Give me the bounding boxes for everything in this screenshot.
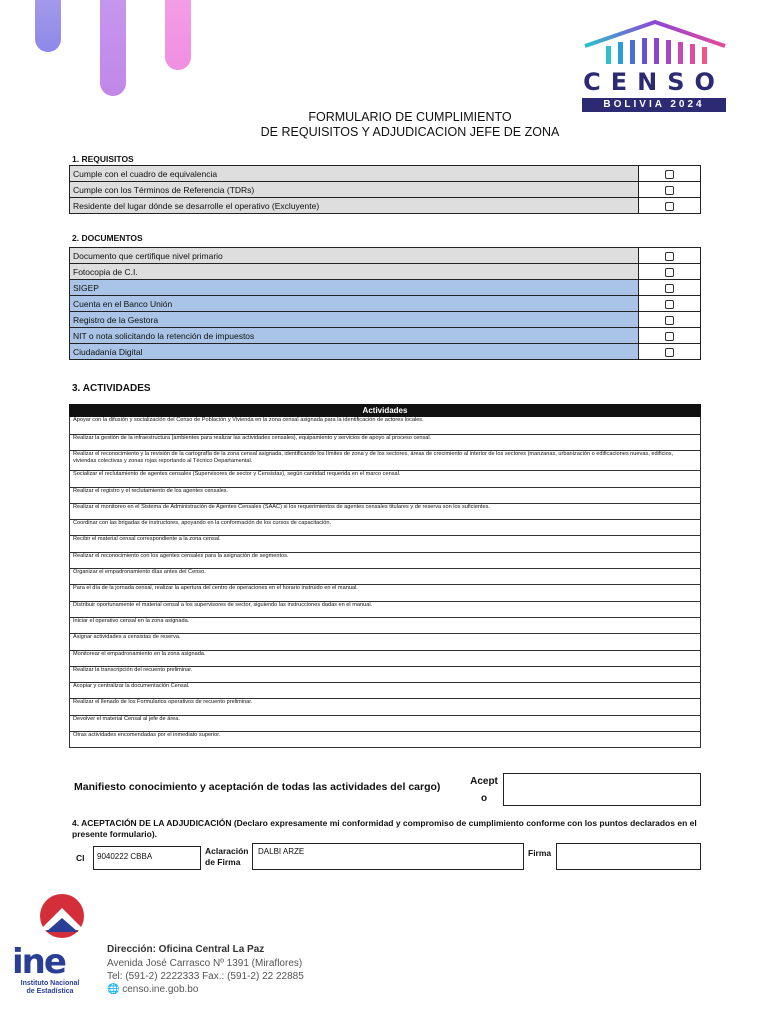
documentos-table — [69, 247, 701, 360]
manifiesto-text: Manifiesto conocimiento y aceptación de todas las actividades del cargo) — [74, 781, 441, 793]
checkbox[interactable] — [665, 332, 674, 341]
table-row — [70, 666, 701, 682]
firma-field[interactable] — [556, 843, 701, 870]
documento-label: NIT o nota solicitando la retención de impuestos — [70, 328, 639, 344]
actividad-item: Distribuir oportunamente el material censal a los supervisores de sector, siguiendo las instrucciones dadas en el manual. — [70, 601, 701, 617]
table-row — [70, 732, 701, 748]
actividad-item: Asignar actividades a censistas de reserva. — [70, 634, 701, 650]
table-row — [70, 715, 701, 731]
table-row — [70, 487, 701, 503]
table-row — [70, 280, 701, 296]
documento-checkbox-cell[interactable] — [639, 296, 701, 312]
table-row — [70, 552, 701, 568]
ci-value: 9040222 CBBA — [97, 852, 153, 861]
checkbox[interactable] — [665, 170, 674, 179]
decor-pill-2 — [100, 0, 126, 96]
acepto-label — [466, 773, 502, 807]
documento-label: SIGEP — [70, 280, 639, 296]
documento-checkbox-cell[interactable] — [639, 248, 701, 264]
footer-direccion: Dirección: Oficina Central La Paz — [107, 944, 265, 955]
actividad-item: Organizar el empadronamiento días antes del Censo. — [70, 569, 701, 585]
requisito-label: Cumple con los Términos de Referencia (TDRs) — [70, 182, 639, 198]
documento-label: Fotocopia de C.I. — [70, 264, 639, 280]
section-requisitos-heading: 1. REQUISITOS — [72, 154, 134, 164]
aclaracion-label-line2: de Firma — [205, 857, 241, 867]
actividad-item: Realizar la gestión de la infraestructura (ambientes para realizar las actividades censales), equipamiento y servicios de apoyo al proceso censal. — [70, 435, 701, 451]
checkbox[interactable] — [665, 186, 674, 195]
table-row — [70, 435, 701, 451]
documento-checkbox-cell[interactable] — [639, 312, 701, 328]
requisito-checkbox-cell[interactable] — [639, 182, 701, 198]
table-row — [70, 451, 701, 471]
aclaracion-label-line1: Aclaración — [205, 846, 249, 856]
aclaracion-value: DALBI ARZE — [258, 847, 305, 856]
form-title-line2: DE REQUISITOS Y ADJUDICACION JEFE DE ZONA — [260, 125, 560, 139]
requisitos-table — [69, 165, 701, 214]
checkbox[interactable] — [665, 348, 674, 357]
table-row — [70, 520, 701, 536]
table-row — [70, 536, 701, 552]
globe-icon: 🌐 — [107, 984, 120, 995]
checkbox[interactable] — [665, 268, 674, 277]
censo-logo — [580, 18, 730, 114]
ine-subtitle-line1: Instituto Nacional — [20, 980, 80, 987]
documento-label: Documento que certifique nivel primario — [70, 248, 639, 264]
censo-logo-band: BOLIVIA 2024 — [582, 98, 726, 112]
table-row — [70, 601, 701, 617]
requisito-label: Cumple con el cuadro de equivalencia — [70, 166, 639, 182]
table-row — [70, 312, 701, 328]
checkbox[interactable] — [665, 300, 674, 309]
actividad-item: Acopiar y centralizar la documentación Censal. — [70, 683, 701, 699]
table-row — [70, 417, 701, 435]
table-row — [70, 344, 701, 360]
actividad-item: Monitorear el empadronamiento en la zona asignada. — [70, 650, 701, 666]
documento-checkbox-cell[interactable] — [639, 264, 701, 280]
table-row — [70, 198, 701, 214]
table-row — [70, 182, 701, 198]
actividad-item: Coordinar con las brigadas de instructores, apoyando en la conformación de los cursos de capacitación. — [70, 520, 701, 536]
footer-web-link[interactable]: censo.ine.gob.bo — [122, 984, 199, 995]
footer-avenida: Avenida José Carrasco Nº 1391 (Miraflores) — [107, 958, 303, 969]
actividades-table — [69, 404, 701, 748]
checkbox[interactable] — [665, 252, 674, 261]
actividad-item: Realizar el llenado de los Formularios operativos de recuento preliminar. — [70, 699, 701, 715]
table-row — [70, 248, 701, 264]
ci-label: CI — [76, 853, 85, 863]
actividad-item: Devolver el material Censal al jefe de área. — [70, 715, 701, 731]
documento-checkbox-cell[interactable] — [639, 344, 701, 360]
actividad-item: Realizar el registro y el reclutamiento de los agentes censales. — [70, 487, 701, 503]
table-row — [70, 634, 701, 650]
censo-logo-roof-icon — [580, 18, 730, 70]
ine-subtitle-line2: de Estadística — [26, 988, 74, 995]
censo-logo-text: CENSO — [583, 68, 725, 96]
actividad-item: Para el día de la jornada censal, realizar la apertura del centro de operaciones en el horario instruido en el manual. — [70, 585, 701, 601]
actividad-item: Otras actividades encomendadas por el inmediato superior. — [70, 732, 701, 748]
table-row — [70, 617, 701, 633]
acepto-label-line2: o — [480, 793, 488, 804]
actividad-item: Iniciar el operativo censal en la zona asignada. — [70, 617, 701, 633]
table-row — [70, 569, 701, 585]
actividad-item: Apoyar con la difusión y socialización del Censo de Población y Vivienda en la zona censal asignada para la identificación de actores locales. — [70, 417, 701, 435]
table-row — [70, 328, 701, 344]
footer-telefono: Tel: (591-2) 2222333 Fax.: (591-2) 22 22885 — [107, 971, 304, 982]
ine-logo-subtitle — [20, 980, 80, 996]
section-actividades-heading: 3. ACTIVIDADES — [72, 383, 151, 394]
actividad-item: Realizar la transcripción del recuento preliminar. — [70, 666, 701, 682]
table-row — [70, 471, 701, 487]
footer-web — [107, 984, 198, 995]
table-row — [70, 683, 701, 699]
documento-checkbox-cell[interactable] — [639, 280, 701, 296]
decor-pill-3 — [165, 0, 191, 70]
documento-label: Ciudadanía Digital — [70, 344, 639, 360]
actividad-item: Socializar el reclutamiento de agentes censales (Supervisores de sector y Censistas), según cantidad requerida en el marco censal. — [70, 471, 701, 487]
table-row — [70, 699, 701, 715]
acepto-field[interactable] — [503, 773, 701, 806]
actividad-item: Realizar el monitoreo en el Sistema de Administración de Agentes Censales (SAAC) si los requerimientos de agentes censales titulares y de reserva son los suficientes. — [70, 503, 701, 519]
requisito-checkbox-cell[interactable] — [639, 198, 701, 214]
section-documentos-heading: 2. DOCUMENTOS — [72, 233, 143, 243]
table-header-row — [70, 405, 701, 417]
table-row — [70, 264, 701, 280]
table-row — [70, 585, 701, 601]
table-row — [70, 503, 701, 519]
table-row — [70, 650, 701, 666]
checkbox[interactable] — [665, 316, 674, 325]
requisito-label: Residente del lugar dónde se desarrolle el operativo (Excluyente) — [70, 198, 639, 214]
documento-label: Registro de la Gestora — [70, 312, 639, 328]
decor-pill-1 — [35, 0, 61, 52]
actividades-column-header: Actividades — [70, 405, 701, 417]
documento-checkbox-cell[interactable] — [639, 328, 701, 344]
checkbox[interactable] — [665, 284, 674, 293]
section-adjudicacion-heading: 4. ACEPTACIÓN DE LA ADJUDICACIÓN (Declaro expresamente mi conformidad y compromiso de cumplimiento conforme con los puntos declarados en el presente formulario). — [72, 818, 697, 839]
table-row — [70, 296, 701, 312]
actividad-item: Recibir el material censal correspondiente a la zona censal. — [70, 536, 701, 552]
requisito-checkbox-cell[interactable] — [639, 166, 701, 182]
ine-logo-text: ine — [12, 942, 65, 982]
firma-label: Firma — [528, 848, 552, 858]
table-row — [70, 166, 701, 182]
acepto-label-line1: Acept — [470, 776, 498, 787]
actividad-item: Realizar el reconocimiento y la revisión de la cartografía de la zona censal asignada, identificando los límites de zona y de los sectores, áreas de crecimiento al interior de los sectores (manzanas, urbanización o edificaciones nuevas, edificios, viviendas colectivas y zonas rojas reportando al Técnico Departamental. — [70, 451, 701, 471]
aclaracion-label — [205, 846, 248, 868]
actividad-item: Realizar el reconocimiento con los agentes censales para la asignación de segmentos. — [70, 552, 701, 568]
checkbox[interactable] — [665, 202, 674, 211]
documento-label: Cuenta en el Banco Unión — [70, 296, 639, 312]
form-title-line1: FORMULARIO DE CUMPLIMIENTO — [308, 110, 512, 124]
